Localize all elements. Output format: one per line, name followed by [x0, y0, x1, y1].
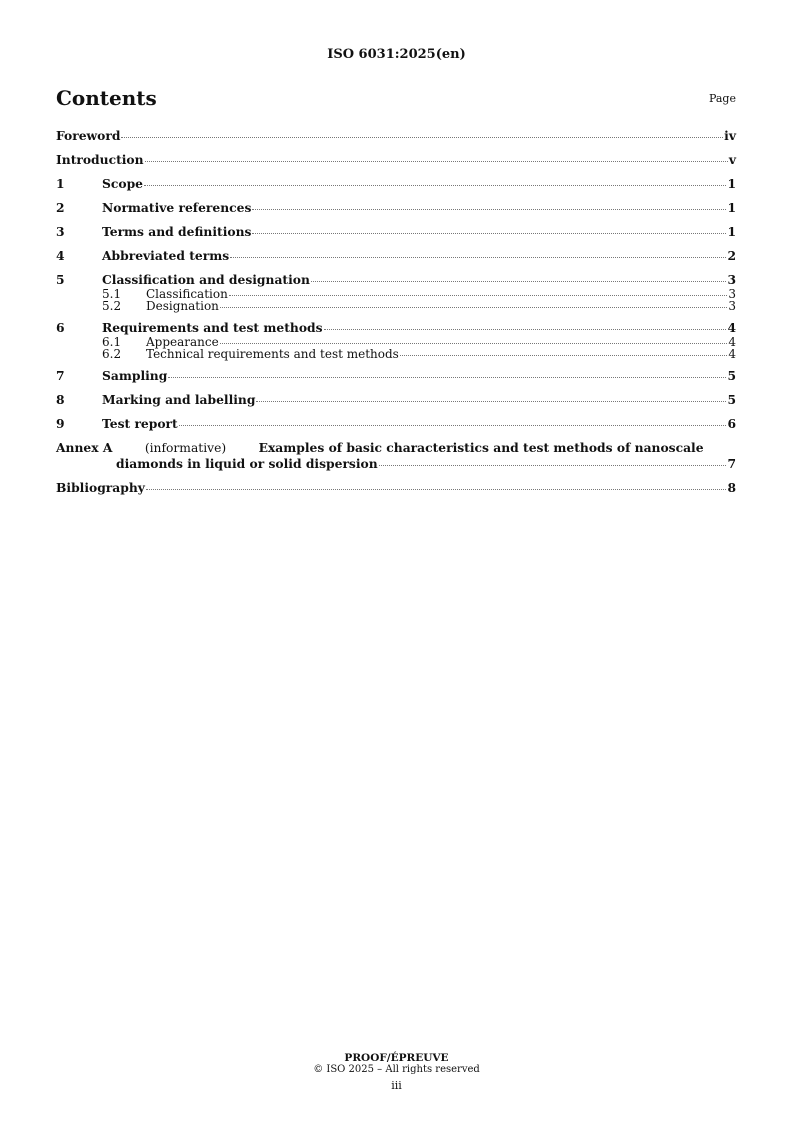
toc-entry-classification-and-designation[interactable]: [56, 272, 736, 288]
toc-title: Classification and designation: [102, 272, 310, 287]
toc-entry-annex-a[interactable]: [56, 440, 736, 472]
toc-entry-bibliography[interactable]: [56, 480, 736, 496]
toc-subentry-designation[interactable]: [56, 300, 736, 312]
toc-title: Terms and definitions: [102, 224, 252, 239]
toc-leader-dots: [220, 307, 727, 308]
toc-entry-sampling[interactable]: [56, 368, 736, 384]
toc-leader-dots: [229, 295, 728, 296]
toc-page: 8: [727, 480, 736, 495]
toc-page: 4: [727, 320, 736, 335]
contents-title: Contents: [56, 86, 157, 110]
toc-entry-requirements-and-test-methods[interactable]: [56, 320, 736, 336]
toc-number: 5.1: [102, 287, 122, 301]
toc-page: 2: [727, 248, 736, 263]
toc-subentry-technical-requirements[interactable]: [56, 348, 736, 360]
toc-entry-foreword[interactable]: [56, 128, 736, 144]
proof-stamp: PROOF/ÉPREUVE: [344, 1052, 449, 1064]
toc-page: 3: [728, 299, 736, 313]
toc-number: 2: [56, 200, 65, 215]
toc-page: 1: [727, 176, 736, 191]
toc-title: Appearance: [146, 335, 219, 349]
page-column-label: Page: [708, 92, 736, 105]
toc-number: 5.2: [102, 299, 122, 313]
toc-entry-scope[interactable]: [56, 176, 736, 192]
toc-entry-terms-and-definitions[interactable]: [56, 224, 736, 240]
toc-page: 3: [728, 287, 736, 301]
annex-title-line1: Examples of basic characteristics and test methods of nanoscale: [258, 440, 704, 455]
toc-number: 6.1: [102, 335, 122, 349]
toc-number: 8: [56, 392, 65, 407]
toc-entry-introduction[interactable]: [56, 152, 736, 168]
toc-leader-dots: [220, 343, 728, 344]
toc-title: Abbreviated terms: [102, 248, 230, 263]
toc-title: Bibliography: [56, 480, 145, 495]
toc-page: 6: [727, 416, 736, 431]
toc-entry-marking-and-labelling[interactable]: [56, 392, 736, 408]
toc-leader-dots: [252, 233, 726, 234]
toc-entry-normative-references[interactable]: [56, 200, 736, 216]
toc-number: 5: [56, 272, 65, 287]
toc-title: Foreword: [56, 128, 121, 143]
toc-leader-dots: [379, 465, 727, 466]
toc-leader-dots: [256, 401, 726, 402]
toc-number: 4: [56, 248, 65, 263]
toc-title: Technical requirements and test methods: [146, 347, 399, 361]
annex-type: (informative): [144, 441, 227, 455]
toc-leader-dots: [179, 425, 727, 426]
toc-page: 5: [727, 392, 736, 407]
toc-page: v: [728, 152, 736, 167]
toc-page: 7: [727, 456, 736, 471]
toc-page: 4: [728, 347, 736, 361]
toc-leader-dots: [145, 161, 728, 162]
toc-title: Designation: [146, 299, 219, 313]
toc-leader-dots: [168, 377, 726, 378]
toc-title: Classification: [146, 287, 228, 301]
toc-leader-dots: [230, 257, 726, 258]
toc-leader-dots: [144, 185, 726, 186]
toc-title: Test report: [102, 416, 178, 431]
toc-page: 4: [728, 335, 736, 349]
toc-number: 1: [56, 176, 65, 191]
page-number: iii: [391, 1079, 402, 1092]
toc-title: Sampling: [102, 368, 168, 383]
table-of-contents: [56, 128, 736, 496]
annex-heading-line: [56, 440, 736, 456]
toc-title: Introduction: [56, 152, 144, 167]
toc-leader-dots: [146, 489, 727, 490]
toc-leader-dots: [324, 329, 727, 330]
toc-number: 9: [56, 416, 65, 431]
toc-number: 6.2: [102, 347, 122, 361]
copyright-notice: © ISO 2025 – All rights reserved: [313, 1064, 480, 1075]
toc-number: 3: [56, 224, 65, 239]
document-id-header: ISO 6031:2025(en): [327, 47, 466, 62]
toc-leader-dots: [121, 137, 723, 138]
toc-number: 7: [56, 368, 65, 383]
toc-entry-test-report[interactable]: [56, 416, 736, 432]
toc-leader-dots: [311, 281, 727, 282]
annex-label: Annex A: [56, 440, 113, 455]
toc-leader-dots: [400, 355, 728, 356]
toc-page: 1: [727, 224, 736, 239]
toc-title: Scope: [102, 176, 143, 191]
page-footer: [0, 1052, 793, 1092]
toc-title: Normative references: [102, 200, 252, 215]
toc-page: iv: [724, 128, 736, 143]
toc-title: Marking and labelling: [102, 392, 256, 407]
annex-title-continuation: [56, 456, 736, 472]
toc-page: 1: [727, 200, 736, 215]
toc-number: 6: [56, 320, 65, 335]
annex-title-line2: diamonds in liquid or solid dispersion: [116, 456, 378, 471]
toc-page: 5: [727, 368, 736, 383]
toc-entry-abbreviated-terms[interactable]: [56, 248, 736, 264]
toc-leader-dots: [252, 209, 726, 210]
toc-page: 3: [727, 272, 736, 287]
toc-title: Requirements and test methods: [102, 320, 323, 335]
